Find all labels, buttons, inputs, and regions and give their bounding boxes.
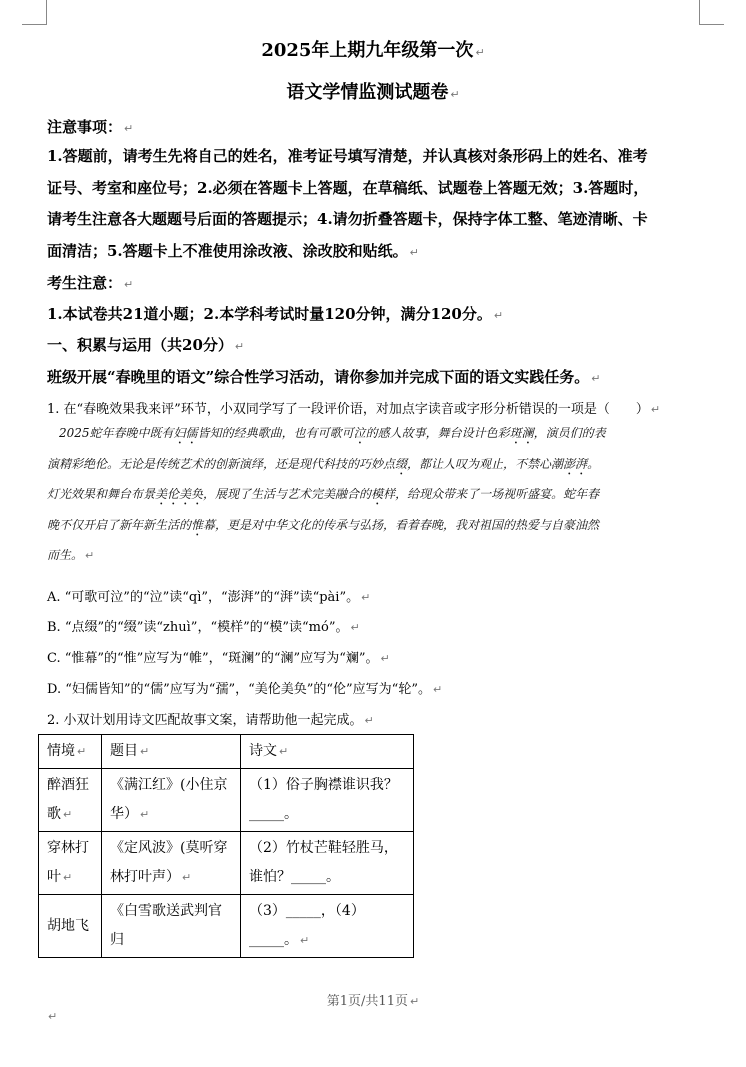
- paragraph-mark: ↵: [48, 1010, 58, 1023]
- poem-matching-table: [38, 734, 414, 958]
- section1-heading: 一、积累与运用（共20分） ↵: [47, 336, 245, 354]
- header-title: 题目 ↵: [102, 735, 241, 769]
- exam-title-line2: 语文学情监测试题卷 ↵: [286, 82, 460, 103]
- q1-option-a: A. “可歌可泣”的“泣”读“qì”，“澎湃”的“湃”读“pài”。 ↵: [47, 590, 371, 605]
- header-poem: 诗文 ↵: [241, 735, 414, 769]
- row3-poem: （3）_____，（4）_____。 ↵: [241, 895, 414, 958]
- row2-title: 《定风波》(莫听穿林打叶声） ↵: [102, 832, 241, 895]
- page-footer: 第1页/共11页 ↵: [326, 994, 420, 1009]
- notice-heading: 注意事项： ↵: [47, 118, 134, 136]
- table-row: [39, 832, 414, 895]
- q2-stem: 2. 小双计划用诗文匹配故事文案，请帮助他一起完成。 ↵: [47, 713, 374, 728]
- row2-poem: （2）竹杖芒鞋轻胜马，谁怕？_____。: [241, 832, 414, 895]
- activity-intro: 班级开展“春晚里的语文”综合性学习活动，请你参加并完成下面的语文实践任务。 ↵: [47, 368, 601, 386]
- row2-scene: 穿林打叶 ↵: [39, 832, 102, 895]
- row1-poem: （1）俗子胸襟谁识我？_____。: [241, 769, 414, 832]
- q1-passage: 2025蛇年春晚中既有妇儒皆知的经典歌曲，也有可歌可泣的感人故事，舞台设计色彩斑澜，演员们的表 演精彩绝伦。无论是传统艺术的创新演绎，还是现代科技的巧妙点缀，都让人叹为观止，不禁心潮澎湃。 灯光效果和舞台布景美伦美奂，展现了生活与艺术完美融合的模样，给现众带来了一场视听盛宴。蛇年春 晚不仅开启了新年新生活的惟幕，更是对中华文化的传承与弘扬，看着春晚，我对祖国的热爱与自豪油然 而生。 ↵: [47, 426, 606, 562]
- table-row: [39, 769, 414, 832]
- candidate-heading: 考生注意： ↵: [47, 274, 134, 292]
- crop-mark-top-left: [22, 0, 47, 25]
- q1-option-d: D. “妇儒皆知”的“儒”应写为“孺”，“美伦美奂”的“伦”应写为“轮”。 ↵: [47, 682, 443, 697]
- row3-title: 《白雪歌送武判官归: [102, 895, 241, 958]
- notice-body: 1.答题前，请考生先将自己的姓名，准考证号填写清楚，并认真核对条形码上的姓名、准考 证号、考室和座位号；2.必须在答题卡上答题，在草稿纸、试题卷上答题无效；3.答题时， 请考生注意各大题题号后面的答题提示；4.请勿折叠答题卡，保持字体工整、笔迹清晰、卡 面清洁；5.答题卡上不准使用涂改液、涂改胶和贴纸。 ↵: [47, 147, 649, 260]
- exam-title-line1: 2025年上期九年级第一次 ↵: [261, 40, 485, 61]
- q1-option-c: C. “惟幕”的“惟”应写为“帷”，“斑澜”的“澜”应写为“斓”。 ↵: [47, 651, 390, 666]
- row3-scene: 胡地飞: [39, 895, 102, 958]
- table-header-row: [39, 735, 414, 769]
- row1-scene: 醉酒狂歌 ↵: [39, 769, 102, 832]
- table-row: [39, 895, 414, 958]
- header-scene: 情境 ↵: [39, 735, 102, 769]
- crop-mark-top-right: [699, 0, 724, 25]
- q1-stem: 1. 在“春晚效果我来评”环节，小双同学写了一段评价语，对加点字读音或字形分析错误的一项是（ ） ↵: [47, 402, 661, 417]
- candidate-line: 1.本试卷共21道小题；2.本学科考试时量120分钟，满分120分。 ↵: [47, 305, 504, 323]
- q1-option-b: B. “点缀”的“缀”读“zhuì”，“模样”的“模”读“mó”。 ↵: [47, 620, 360, 635]
- row1-title: 《满江红》(小住京华） ↵: [102, 769, 241, 832]
